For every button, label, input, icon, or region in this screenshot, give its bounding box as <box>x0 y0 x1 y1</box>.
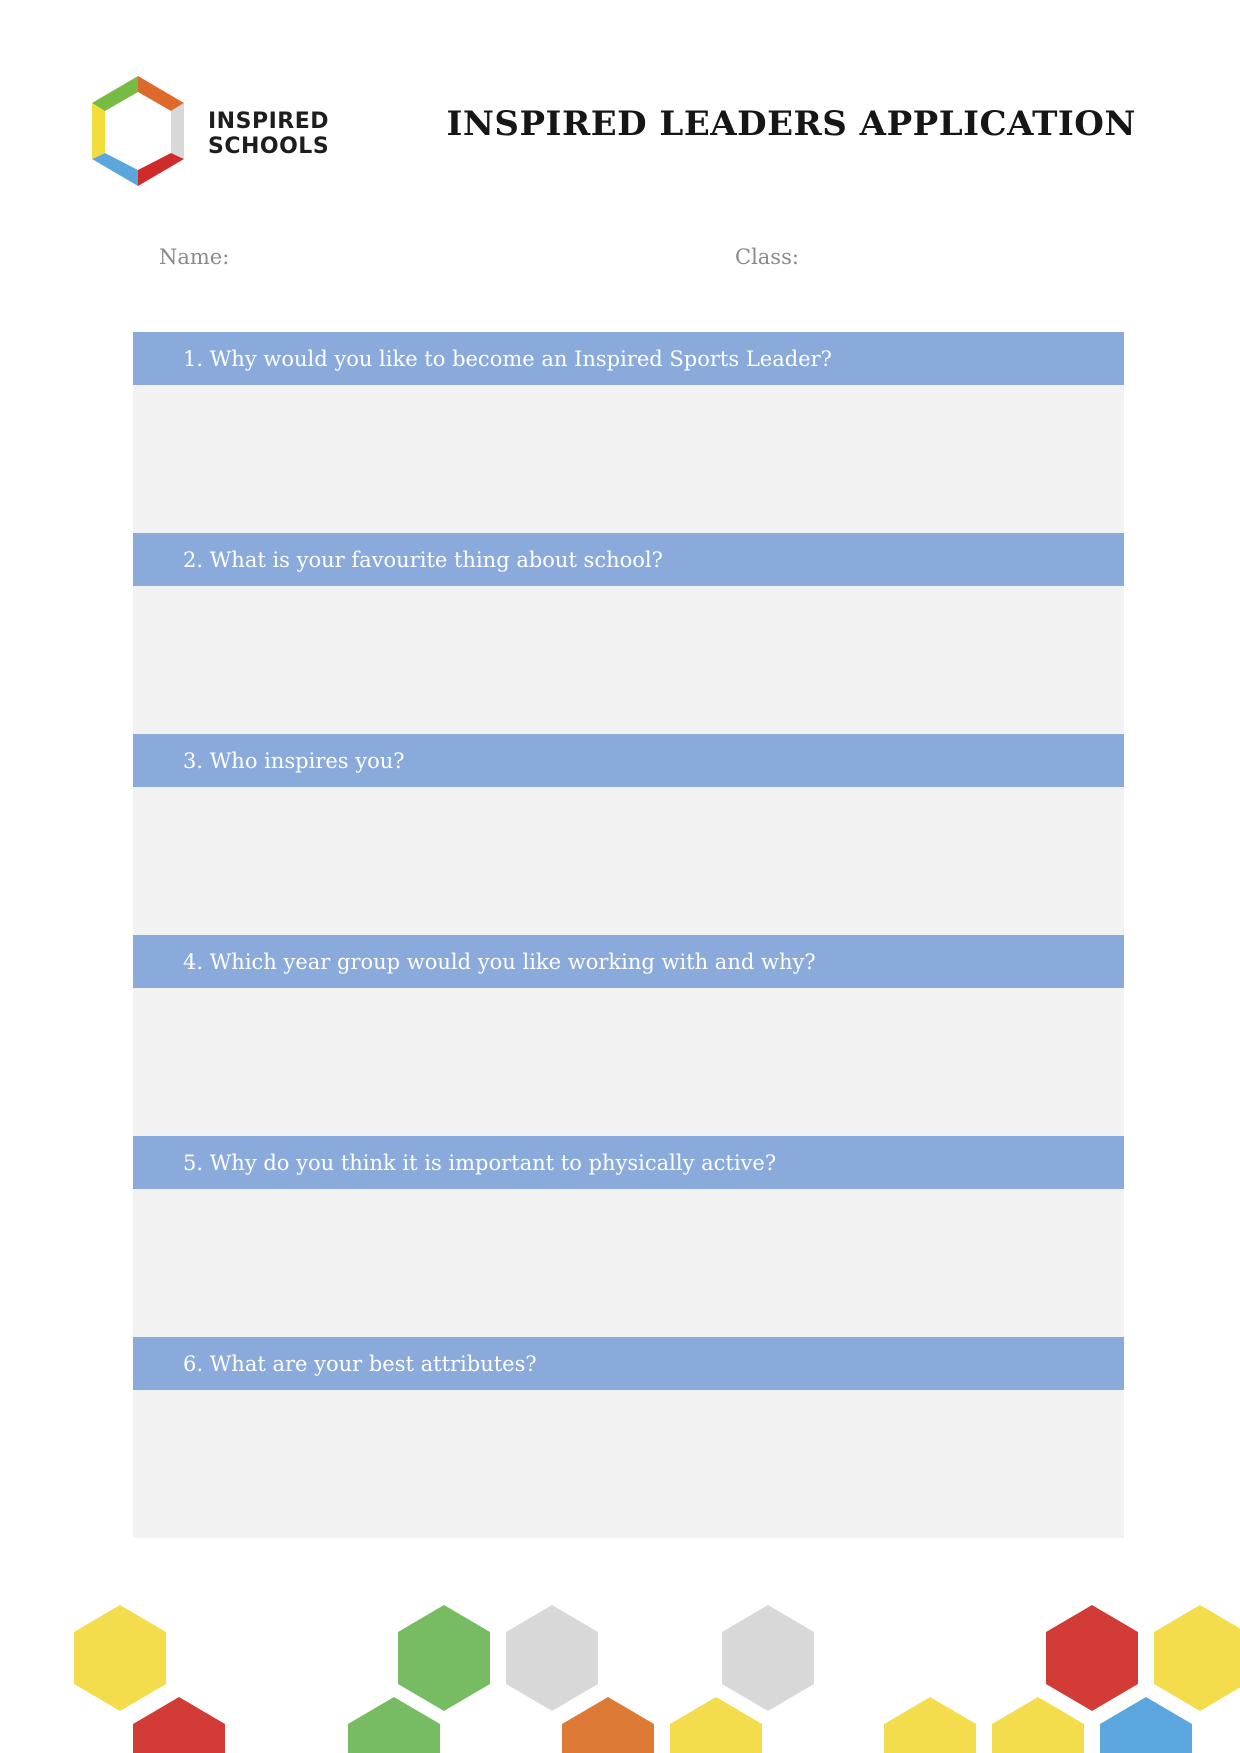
hexagon-orange-1 <box>562 1697 654 1753</box>
logo-segment-blue <box>92 153 138 186</box>
logo-line-1: INSPIRED <box>208 109 329 134</box>
hexagon-red-1 <box>133 1697 225 1753</box>
hexagon-yellow-3 <box>884 1697 976 1753</box>
hexagon-yellow-5 <box>1154 1605 1240 1711</box>
answer-box-1[interactable] <box>133 385 1124 533</box>
logo-segment-green <box>92 76 138 111</box>
question-header-4: 4. Which year group would you like working with and why? <box>133 935 1124 988</box>
hexagon-grey-2 <box>722 1605 814 1711</box>
question-section-6 <box>133 1337 1124 1538</box>
page-title: INSPIRED LEADERS APPLICATION <box>446 104 1136 144</box>
hexagon-green-2 <box>348 1697 440 1753</box>
question-section-2 <box>133 533 1124 734</box>
logo-segment-orange <box>138 76 184 111</box>
question-header-6: 6. What are your best attributes? <box>133 1337 1124 1390</box>
answer-box-3[interactable] <box>133 787 1124 935</box>
question-header-5: 5. Why do you think it is important to physically active? <box>133 1136 1124 1189</box>
question-header-3: 3. Who inspires you? <box>133 734 1124 787</box>
answer-box-4[interactable] <box>133 988 1124 1136</box>
name-field-label: Name: <box>159 245 230 269</box>
answer-box-6[interactable] <box>133 1390 1124 1538</box>
hexagon-yellow-2 <box>670 1697 762 1753</box>
logo-segment-yellow <box>92 103 105 159</box>
hexagon-yellow-1 <box>74 1605 166 1711</box>
logo-line-2: SCHOOLS <box>208 134 330 159</box>
logo-segment-red <box>138 153 184 186</box>
hexagon-red-2 <box>1046 1605 1138 1711</box>
question-list <box>133 332 1124 1538</box>
question-section-4 <box>133 935 1124 1136</box>
answer-box-5[interactable] <box>133 1189 1124 1337</box>
logo-wordmark <box>208 109 329 159</box>
hexagon-green-1 <box>398 1605 490 1711</box>
hexagon-grey-1 <box>506 1605 598 1711</box>
question-header-2: 2. What is your favourite thing about school? <box>133 533 1124 586</box>
question-section-5 <box>133 1136 1124 1337</box>
question-section-3 <box>133 734 1124 935</box>
hexagon-decoration <box>0 1590 1240 1753</box>
inspired-schools-logo <box>86 76 190 196</box>
class-field-label: Class: <box>735 245 799 269</box>
answer-box-2[interactable] <box>133 586 1124 734</box>
logo-segment-grey <box>171 103 184 159</box>
hexagon-blue-1 <box>1100 1697 1192 1753</box>
hexagon-yellow-4 <box>992 1697 1084 1753</box>
question-header-1: 1. Why would you like to become an Inspired Sports Leader? <box>133 332 1124 385</box>
question-section-1 <box>133 332 1124 533</box>
